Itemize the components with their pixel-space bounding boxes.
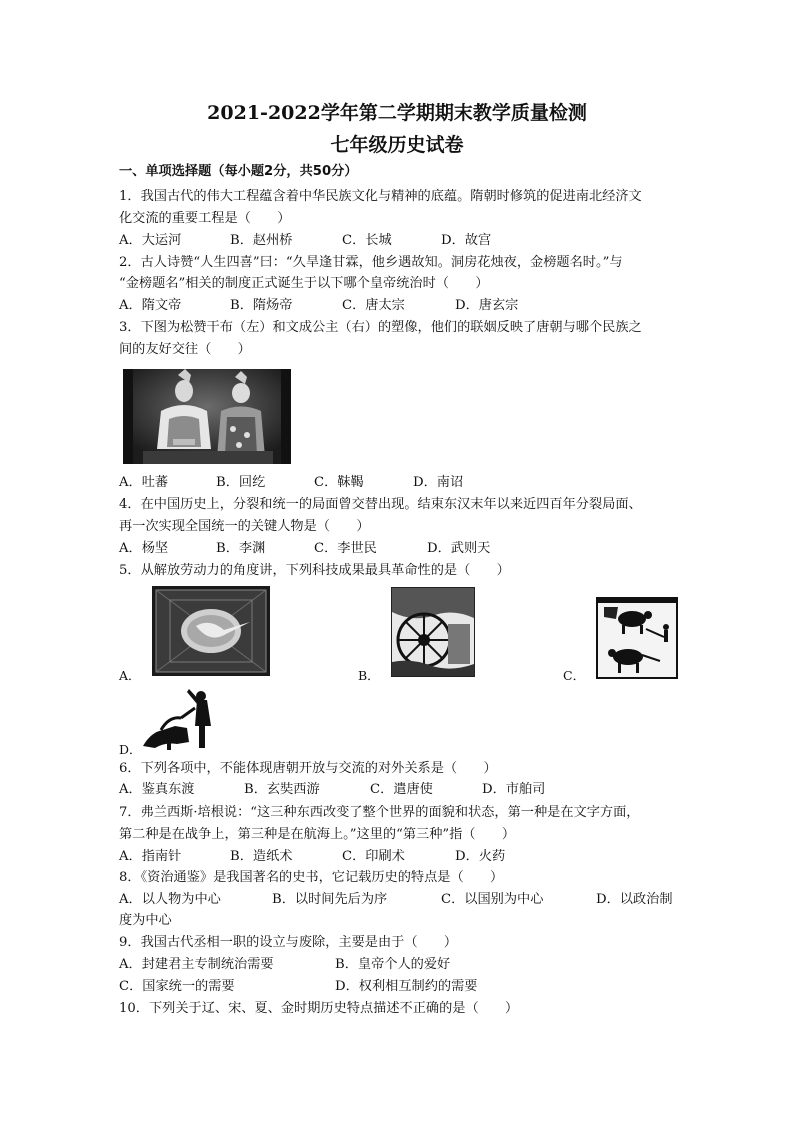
q2-option-b[interactable]: B．隋炀帝	[230, 298, 293, 313]
q10-stem: 10．下列关于辽、宋、夏、金时期历史特点描述不正确的是（ ）	[119, 1001, 519, 1016]
q2-option-a[interactable]: A．隋文帝	[119, 298, 182, 313]
q1-option-a[interactable]: A．大运河	[119, 233, 182, 248]
q6-option-d[interactable]: D．市舶司	[482, 782, 546, 797]
statues-photo	[123, 369, 291, 464]
q8-option-a[interactable]: A．以人物为中心	[119, 892, 221, 907]
q7-stem-line2: 第二种是在战争上，第三种是在航海上。”这里的“第三种”指（ ）	[119, 827, 516, 842]
q3-option-c[interactable]: C．靺鞨	[314, 475, 364, 490]
q2-stem-line1: 2．古人诗赞“人生四喜”曰：“久旱逢甘霖，他乡遇故知。洞房花烛夜，金榜题名时。”与	[119, 255, 623, 270]
q3-option-b[interactable]: B．回纥	[216, 475, 266, 490]
q1-option-b[interactable]: B．赵州桥	[230, 233, 293, 248]
q7-option-b[interactable]: B．造纸术	[230, 849, 293, 864]
q5-label-b[interactable]: B．	[358, 668, 380, 683]
q5-label-a[interactable]: A．	[119, 668, 141, 683]
q4-option-d[interactable]: D．武则天	[427, 541, 491, 556]
water-wheel-image	[391, 587, 475, 677]
exam-title: 2021-2022学年第二学期期末教学质量检测	[207, 102, 587, 124]
ox-plowing-image	[596, 597, 678, 679]
q3-option-a[interactable]: A．吐蕃	[119, 475, 169, 490]
q4-stem-line1: 4．在中国历史上，分裂和统一的局面曾交替出现。结束东汉末年以来近四百年分裂局面、	[119, 497, 642, 512]
q3-stem-line1: 3．下图为松赞干布（左）和文成公主（右）的塑像，他们的联姻反映了唐朝与哪个民族之	[119, 320, 642, 335]
q3-stem-line2: 间的友好交往（ ）	[119, 342, 251, 357]
q7-option-d[interactable]: D．火药	[455, 849, 506, 864]
section-heading: 一、单项选择题（每小题2分，共50分）	[119, 164, 358, 179]
q1-option-c[interactable]: C．长城	[342, 233, 392, 248]
q1-stem-line1: 1．我国古代的伟大工程蕴含着中华民族文化与精神的底蕴。隋朝时修筑的促进南北经济文	[119, 189, 642, 204]
q6-option-b[interactable]: B．玄奘西游	[244, 782, 320, 797]
q2-option-c[interactable]: C．唐太宗	[342, 298, 405, 313]
q8-option-b[interactable]: B．以时间先后为序	[272, 892, 388, 907]
q1-option-d[interactable]: D．故宫	[441, 233, 492, 248]
q8-option-d-continued: 度为中心	[119, 913, 172, 928]
q9-option-c[interactable]: C．国家统一的需要	[119, 979, 235, 994]
q8-stem: 8．《资治通鉴》是我国著名的史书，它记载历史的特点是（ ）	[119, 870, 504, 885]
q6-stem: 6．下列各项中，不能体现唐朝开放与交流的对外关系是（ ）	[119, 761, 497, 776]
q5-label-d[interactable]: D．	[119, 742, 142, 757]
q9-option-b[interactable]: B．皇帝个人的爱好	[335, 957, 451, 972]
compass-image	[152, 586, 270, 676]
q7-option-c[interactable]: C．印刷术	[342, 849, 405, 864]
q2-option-d[interactable]: D．唐玄宗	[455, 298, 519, 313]
q9-option-a[interactable]: A．封建君主专制统治需要	[119, 957, 274, 972]
q4-option-a[interactable]: A．杨坚	[119, 541, 169, 556]
q9-option-d[interactable]: D．权利相互制约的需要	[335, 979, 478, 994]
q4-option-b[interactable]: B．李渊	[216, 541, 266, 556]
q1-stem-line2: 化交流的重要工程是（ ）	[119, 211, 291, 226]
q8-option-d[interactable]: D．以政治制	[596, 892, 673, 907]
q7-option-a[interactable]: A．指南针	[119, 849, 182, 864]
q2-stem-line2: “金榜题名”相关的制度正式诞生于以下哪个皇帝统治时（ ）	[119, 276, 489, 291]
exam-subtitle: 七年级历史试卷	[330, 134, 464, 156]
q7-stem-line1: 7．弗兰西斯·培根说：“这三种东西改变了整个世界的面貌和状态，第一种是在文字方面，	[119, 805, 640, 820]
q5-label-c[interactable]: C．	[563, 668, 586, 683]
q4-stem-line2: 再一次实现全国统一的关键人物是（ ）	[119, 519, 370, 534]
farmer-tool-image	[141, 686, 217, 752]
q5-stem: 5．从解放劳动力的角度讲，下列科技成果最具革命性的是（ ）	[119, 563, 510, 578]
q6-option-c[interactable]: C．遣唐使	[370, 782, 433, 797]
q3-option-d[interactable]: D．南诏	[413, 475, 464, 490]
q6-option-a[interactable]: A．鉴真东渡	[119, 782, 195, 797]
q8-option-c[interactable]: C．以国别为中心	[441, 892, 544, 907]
q4-option-c[interactable]: C．李世民	[314, 541, 377, 556]
q9-stem: 9．我国古代丞相一职的设立与废除，主要是由于（ ）	[119, 935, 458, 950]
